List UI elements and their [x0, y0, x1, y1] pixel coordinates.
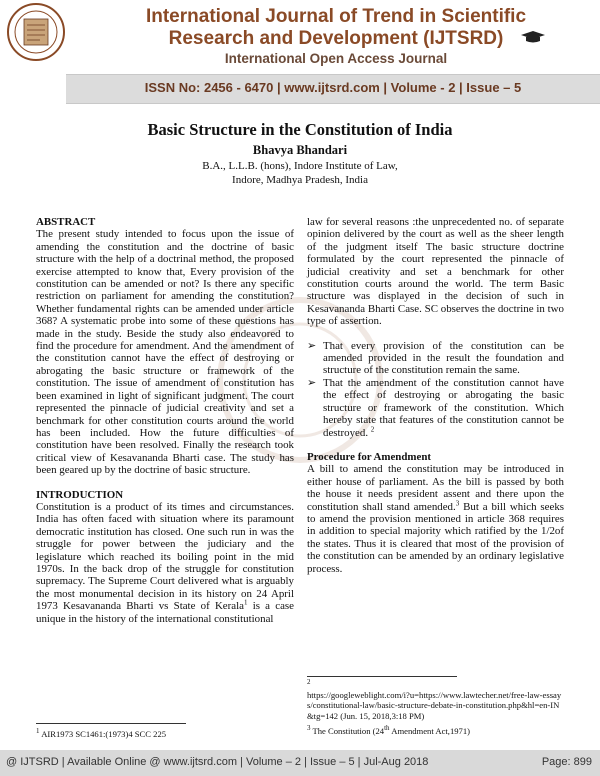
affiliation-line2: Indore, Madhya Pradesh, India: [232, 174, 368, 186]
abstract-text: The present study intended to focus upon the issue of amending the constitution and the doctrine of basic structure with the help of a doctrinal method, the proposed exercise attempted to know that, Every provision of the constitution can be amended or not? Is there any specific restriction on parliament for amending the constitution? Whether fundamental rights can be amended under article 368? A systematic probe into some of these questions has made in the study. Beside the study also endeavored to find the procedure for amendment. And the amendment of the constitution cannot have the effect of destroying or abrogating the basic structure or framework of the constitution. The issue of amendment of constitution has been examined in light of significant judgment. The court represented the pinnacle of judicial creativity and set a benchmark for other constitution courts around the world has been included. How the future difficulties of constitution have been resolved. Finally the research took critical view of Kesavananda Bharti case. The study has been geared up by the doctrine of basic structure.: [36, 228, 294, 477]
author-name: Bhavya Bhandari: [252, 143, 348, 157]
left-column: [36, 216, 294, 625]
page-number: Page: 899: [541, 756, 592, 768]
list-item: ➢ That every provision of the constitution can be amended provided in the result the foundation and structure of the constitution remain the same.: [307, 339, 564, 377]
footnote-ref-1: 1: [243, 598, 248, 607]
list-item: ➢ That the amendment of the constitution cannot have the effect of destroying or abrogating the basic structure or framework of the constitution. Which hereby state that features of the constitution cannot be destroyed. $^2$: [307, 376, 564, 439]
abstract-heading: ABSTRACT: [36, 216, 96, 228]
introduction-heading: INTRODUCTION: [36, 488, 124, 501]
footnote-3: $^3$ The Constitution (24th Amendment Act,1971): [307, 724, 470, 736]
issn-bar: [66, 74, 600, 104]
journal-title-line1: International Journal of Trend in Scientific: [145, 6, 527, 27]
footnote-2: $^2$ https://googleweblight.com/i?u=https://www.lawtecher.net/free-law-essays/constitutional-law/basic-structure-debate-in-constitution.php&hl=en-IN&tg=142 (Jun. 15, 2018,3:18 PM): [307, 678, 562, 721]
footnote-1: $^1$ AIR1973 SC1461:(1973)4 SCC 225: [36, 727, 167, 739]
affiliation-line1: B.A., L.L.B. (hons), Indore Institute of Law,: [202, 160, 398, 172]
graduation-cap-icon: [520, 30, 546, 44]
introduction-text: Constitution is a product of its times and circumstances. India has often faced with situation where its paramount democratic institution has closed. One such run in was the struggle for power between the judiciary and the legislature which reached its boiling point in the mid 1970s. In the back drop of the struggle for constitution supremacy. The Supreme Court delivered what is arguably the most monumental decision in its history on 24 April 1973 Kesavananda Bharti vs State of Kerala$^1$ is a case unique in the history of the international constitutional: [36, 500, 294, 625]
arrow-bullet-icon: ➢: [307, 339, 317, 352]
right-column: [307, 216, 564, 575]
journal-seal-logo: [6, 2, 66, 62]
footnote-ref-2: 2: [370, 424, 375, 433]
journal-subtitle: International Open Access Journal: [224, 51, 448, 66]
footnote-rule-left: [36, 723, 186, 724]
assertion-list: [307, 340, 564, 439]
footnote-ref-3: 3: [455, 498, 460, 507]
issn-line: ISSN No: 2456 - 6470 | www.ijtsrd.com | Volume - 2 | Issue – 5: [144, 80, 522, 95]
footer-bar: [0, 750, 600, 776]
procedure-text: A bill to amend the constitution may be introduced in either house of parliament. As the bill is passed by both the house it needs president assent and there upon the constitution shall stand amended.$^3$ But a bill which seeks to amend the provision mentioned in article 368 requires in addition to special majority which ratified by the 1/2of the states. Thus it is cleared that most of the provision of the constitution can be amended by an ordinary legislative process.: [307, 463, 564, 575]
footnote-rule-right: [307, 676, 457, 677]
journal-title-line2: Research and Development (IJTSRD): [168, 28, 504, 49]
paper-title: Basic Structure in the Constitution of India: [147, 120, 453, 139]
footer-text: @ IJTSRD | Available Online @ www.ijtsrd.com | Volume – 2 | Issue – 5 | Jul-Aug 2018: [6, 756, 429, 768]
right-paragraph-1: law for several reasons :the unprecedented no. of separate opinion delivered by the court as well as the sheer length of the judgment itself The basic structure doctrine formulated by the court represented the pinnacle of judicial creativity and set a benchmark for other constitution courts around the world. The term Basic structure was displayed in the decision of such in Kesavananda Bharti Case. SC observes the doctrine in two type of assertion.: [307, 216, 564, 328]
procedure-heading: Procedure for Amendment: [307, 450, 432, 463]
arrow-bullet-icon: ➢: [307, 376, 317, 389]
